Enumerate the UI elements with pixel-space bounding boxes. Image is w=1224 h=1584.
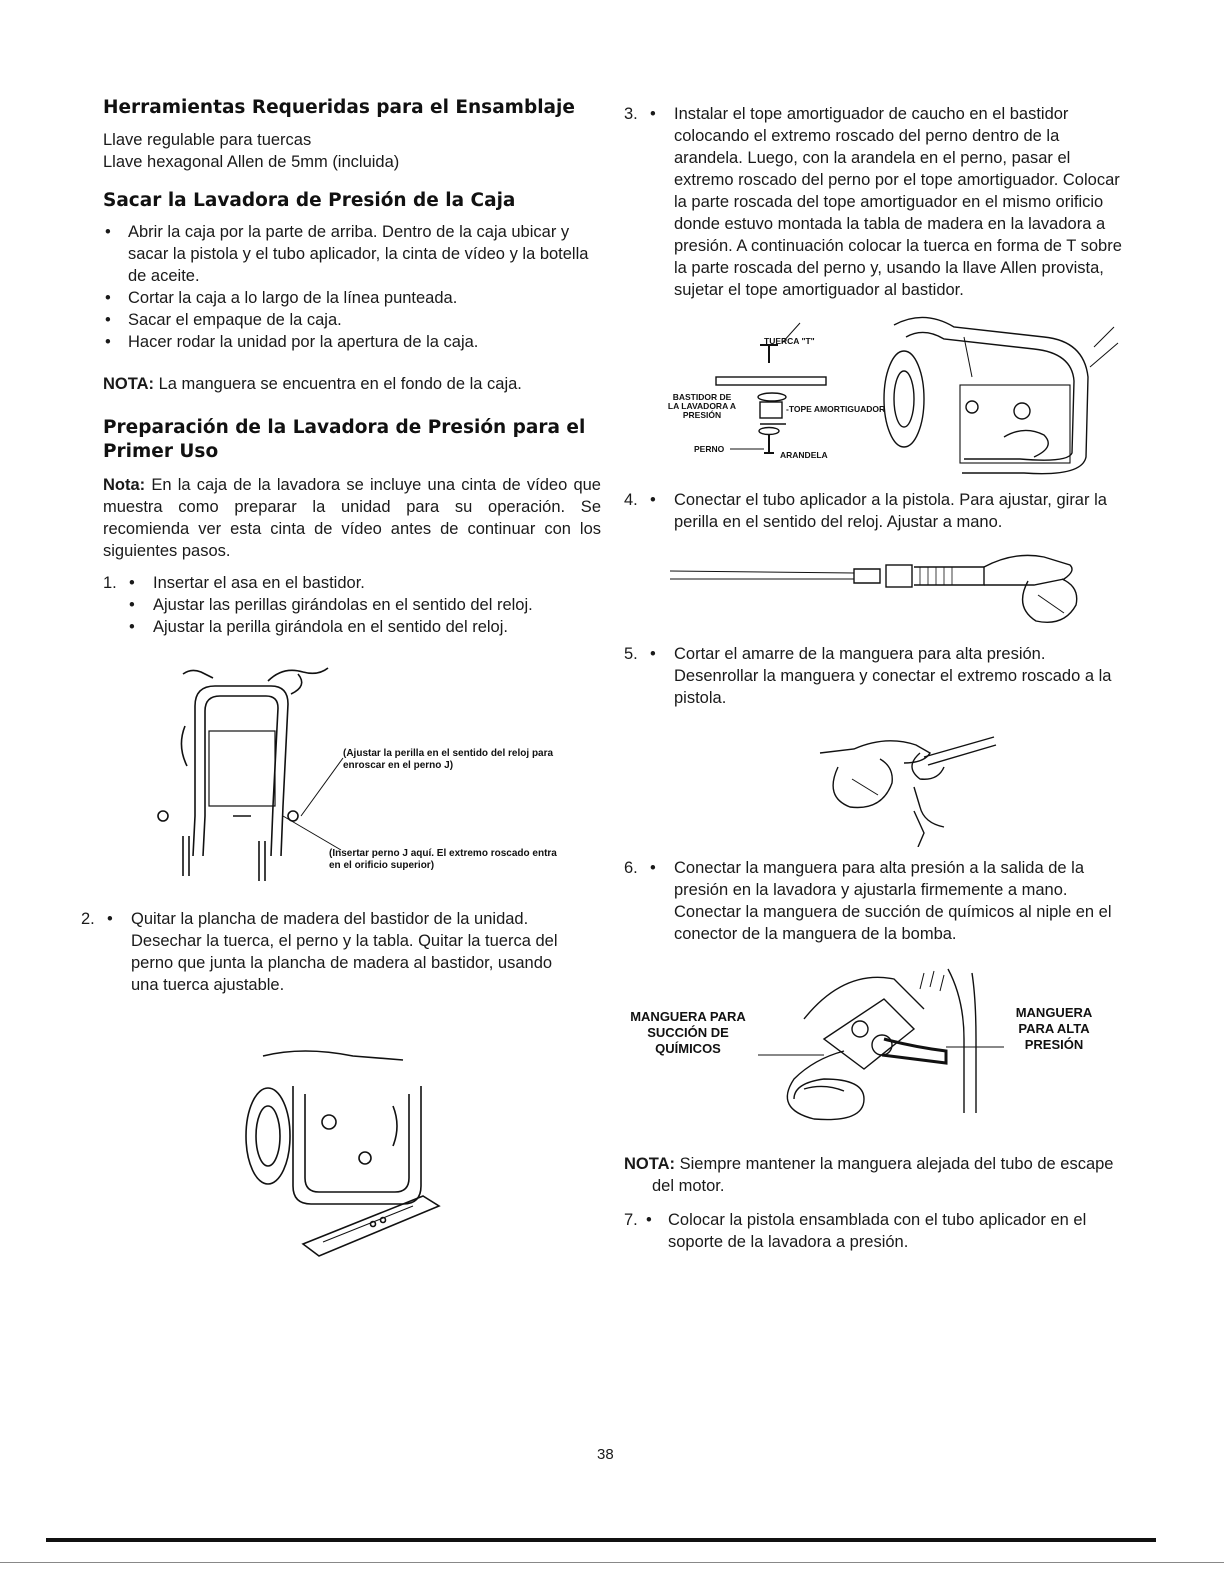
bullet: • <box>650 859 656 877</box>
note-box-location <box>103 373 601 395</box>
label-t-nut: TUERCA "T" <box>764 336 815 346</box>
step-number: 3. <box>624 105 638 123</box>
step-number: 5. <box>624 645 638 663</box>
figure-handle-insertion <box>103 666 601 898</box>
label-washer: ARANDELA <box>780 450 828 460</box>
label-frame: BASTIDOR DE LA LAVADORA A PRESIÓN <box>667 392 737 420</box>
bullet: • <box>650 645 656 663</box>
list-item: • Hacer rodar la unidad por la apertura de la caja. <box>103 331 601 353</box>
tools-list <box>103 129 601 173</box>
step-1 <box>103 572 601 638</box>
step-text: Colocar la pistola ensamblada con el tubo aplicador en el soporte de la lavadora a presión. <box>668 1211 1087 1251</box>
unbox-heading: Sacar la Lavadora de Presión de la Caja <box>103 190 516 211</box>
list-item: • Cortar la caja a lo largo de la línea punteada. <box>103 287 601 309</box>
step-number: 4. <box>624 491 638 509</box>
prep-note <box>103 474 601 562</box>
step-number: 2. <box>81 910 95 928</box>
step-1-second <box>103 594 601 616</box>
list-item: • Sacar el empaque de la caja. <box>103 309 601 331</box>
bullet: • <box>650 105 656 123</box>
prep-note-label: Nota: <box>103 476 146 494</box>
left-column <box>81 96 601 1266</box>
note-label: NOTA: <box>624 1155 676 1173</box>
step-4 <box>624 489 1124 533</box>
step-1-first <box>103 572 601 594</box>
label-bolt: PERNO <box>694 444 725 454</box>
page-number: 38 <box>597 1446 614 1463</box>
note-paragraph <box>624 1153 1124 1197</box>
step-text: Quitar la plancha de madera del bastidor de la unidad. Desechar la tuerca, el perno y la tabla. Quitar la tuerca del perno que junta la plancha de madera al bastidor, usando una tuerca ajustable. <box>131 910 558 994</box>
figure-hose-gun <box>624 723 1124 847</box>
wand-gun-illustration <box>624 551 1124 631</box>
bullet: • <box>650 491 656 509</box>
label-bumper: -TOPE AMORTIGUADOR <box>786 404 886 414</box>
bullet: • <box>129 596 135 614</box>
label-chemical-hose: MANGUERA PARA SUCCIÓN DE QUÍMICOS <box>630 1009 746 1056</box>
footer-rule <box>46 1538 1156 1542</box>
step-text: Instalar el tope amortiguador de caucho en el bastidor colocando el extremo roscado del perno dentro de la arandela. Luego, con la arandela en el perno, pasar el extremo roscado del perno por el tope amortiguador. Colocar la parte roscada del tope amortiguador en el mismo orificio donde estuvo montada la tabla de madera en la lavadora a presión. A continuación colocar la tuerca en forma de T sobre la parte roscada del perno y, usando la llave Allen provista, sujetar el tope amortiguador al bastidor. <box>674 105 1122 299</box>
step-text: Ajustar las perillas girándolas en el sentido del reloj. <box>153 596 533 614</box>
note-label: NOTA: <box>103 375 155 393</box>
prep-note-text: En la caja de la lavadora se incluye una cinta de vídeo que muestra como preparar la unidad para su operación. Se recomienda ver esta cinta de vídeo antes de continuar con los siguientes pasos. <box>103 476 601 560</box>
step-3 <box>624 103 1124 301</box>
callout-insert-bolt: (Insertar perno J aquí. El extremo roscado entra en el orificio superior) <box>329 848 557 871</box>
step-2 <box>81 908 579 996</box>
step-number: 6. <box>624 859 638 877</box>
bullet: • <box>129 574 135 592</box>
step-text: Cortar el amarre de la manguera para alta presión. Desenrollar la manguera y conectar el extremo roscado a la pistola. <box>674 645 1112 707</box>
figure-wand-gun <box>624 551 1124 631</box>
step-5 <box>624 643 1124 709</box>
step-text: Insertar el asa en el bastidor. <box>153 574 365 592</box>
step-number: 1. <box>103 574 117 592</box>
step-text: Ajustar la perilla girándola en el sentido del reloj. <box>153 618 508 636</box>
step-1-third <box>103 616 601 638</box>
tool-item: Llave hexagonal Allen de 5mm (incluida) <box>103 153 400 171</box>
tools-heading: Herramientas Requeridas para el Ensamblaje <box>103 97 575 118</box>
step-text: Conectar el tubo aplicador a la pistola. Para ajustar, girar la perilla en el sentido del reloj. Ajustar a mano. <box>674 491 1107 531</box>
note-exhaust <box>624 1153 1124 1197</box>
right-column <box>624 103 1124 1253</box>
note-text: Siempre mantener la manguera alejada del tubo de escape del motor. <box>652 1155 1114 1195</box>
tool-item: Llave regulable para tuercas <box>103 131 312 149</box>
unbox-list <box>103 221 601 353</box>
note-text: La manguera se encuentra en el fondo de la caja. <box>158 375 522 393</box>
figure-bumper-stop <box>624 307 1124 477</box>
callout-adjust-knob: (Ajustar la perilla en el sentido del reloj para enroscar en el perno J) <box>343 748 554 771</box>
label-high-pressure-hose: MANGUERA PARA ALTA PRESIÓN <box>1015 1005 1093 1052</box>
step-6 <box>624 857 1124 945</box>
step-text: Conectar la manguera para alta presión a la salida de la presión en la lavadora y ajustarla firmemente a mano. Conectar la manguera de succión de químicos al niple en el conector de la manguera de la bomba. <box>674 859 1112 943</box>
bullet: • <box>129 618 135 636</box>
step-number: 7. <box>624 1211 638 1229</box>
figure-hose-connections <box>624 959 1124 1135</box>
bullet: • <box>646 1211 652 1229</box>
bullet: • <box>107 910 113 928</box>
prep-heading: Preparación de la Lavadora de Presión para el Primer Uso <box>103 417 586 462</box>
plank-illustration <box>233 1046 463 1266</box>
list-item: • Abrir la caja por la parte de arriba. Dentro de la caja ubicar y sacar la pistola y el tubo aplicador, la cinta de vídeo y la botella de aceite. <box>103 221 601 287</box>
hose-gun-illustration <box>624 723 1124 847</box>
page-edge-line <box>0 1562 1224 1563</box>
step-7 <box>624 1209 1124 1253</box>
